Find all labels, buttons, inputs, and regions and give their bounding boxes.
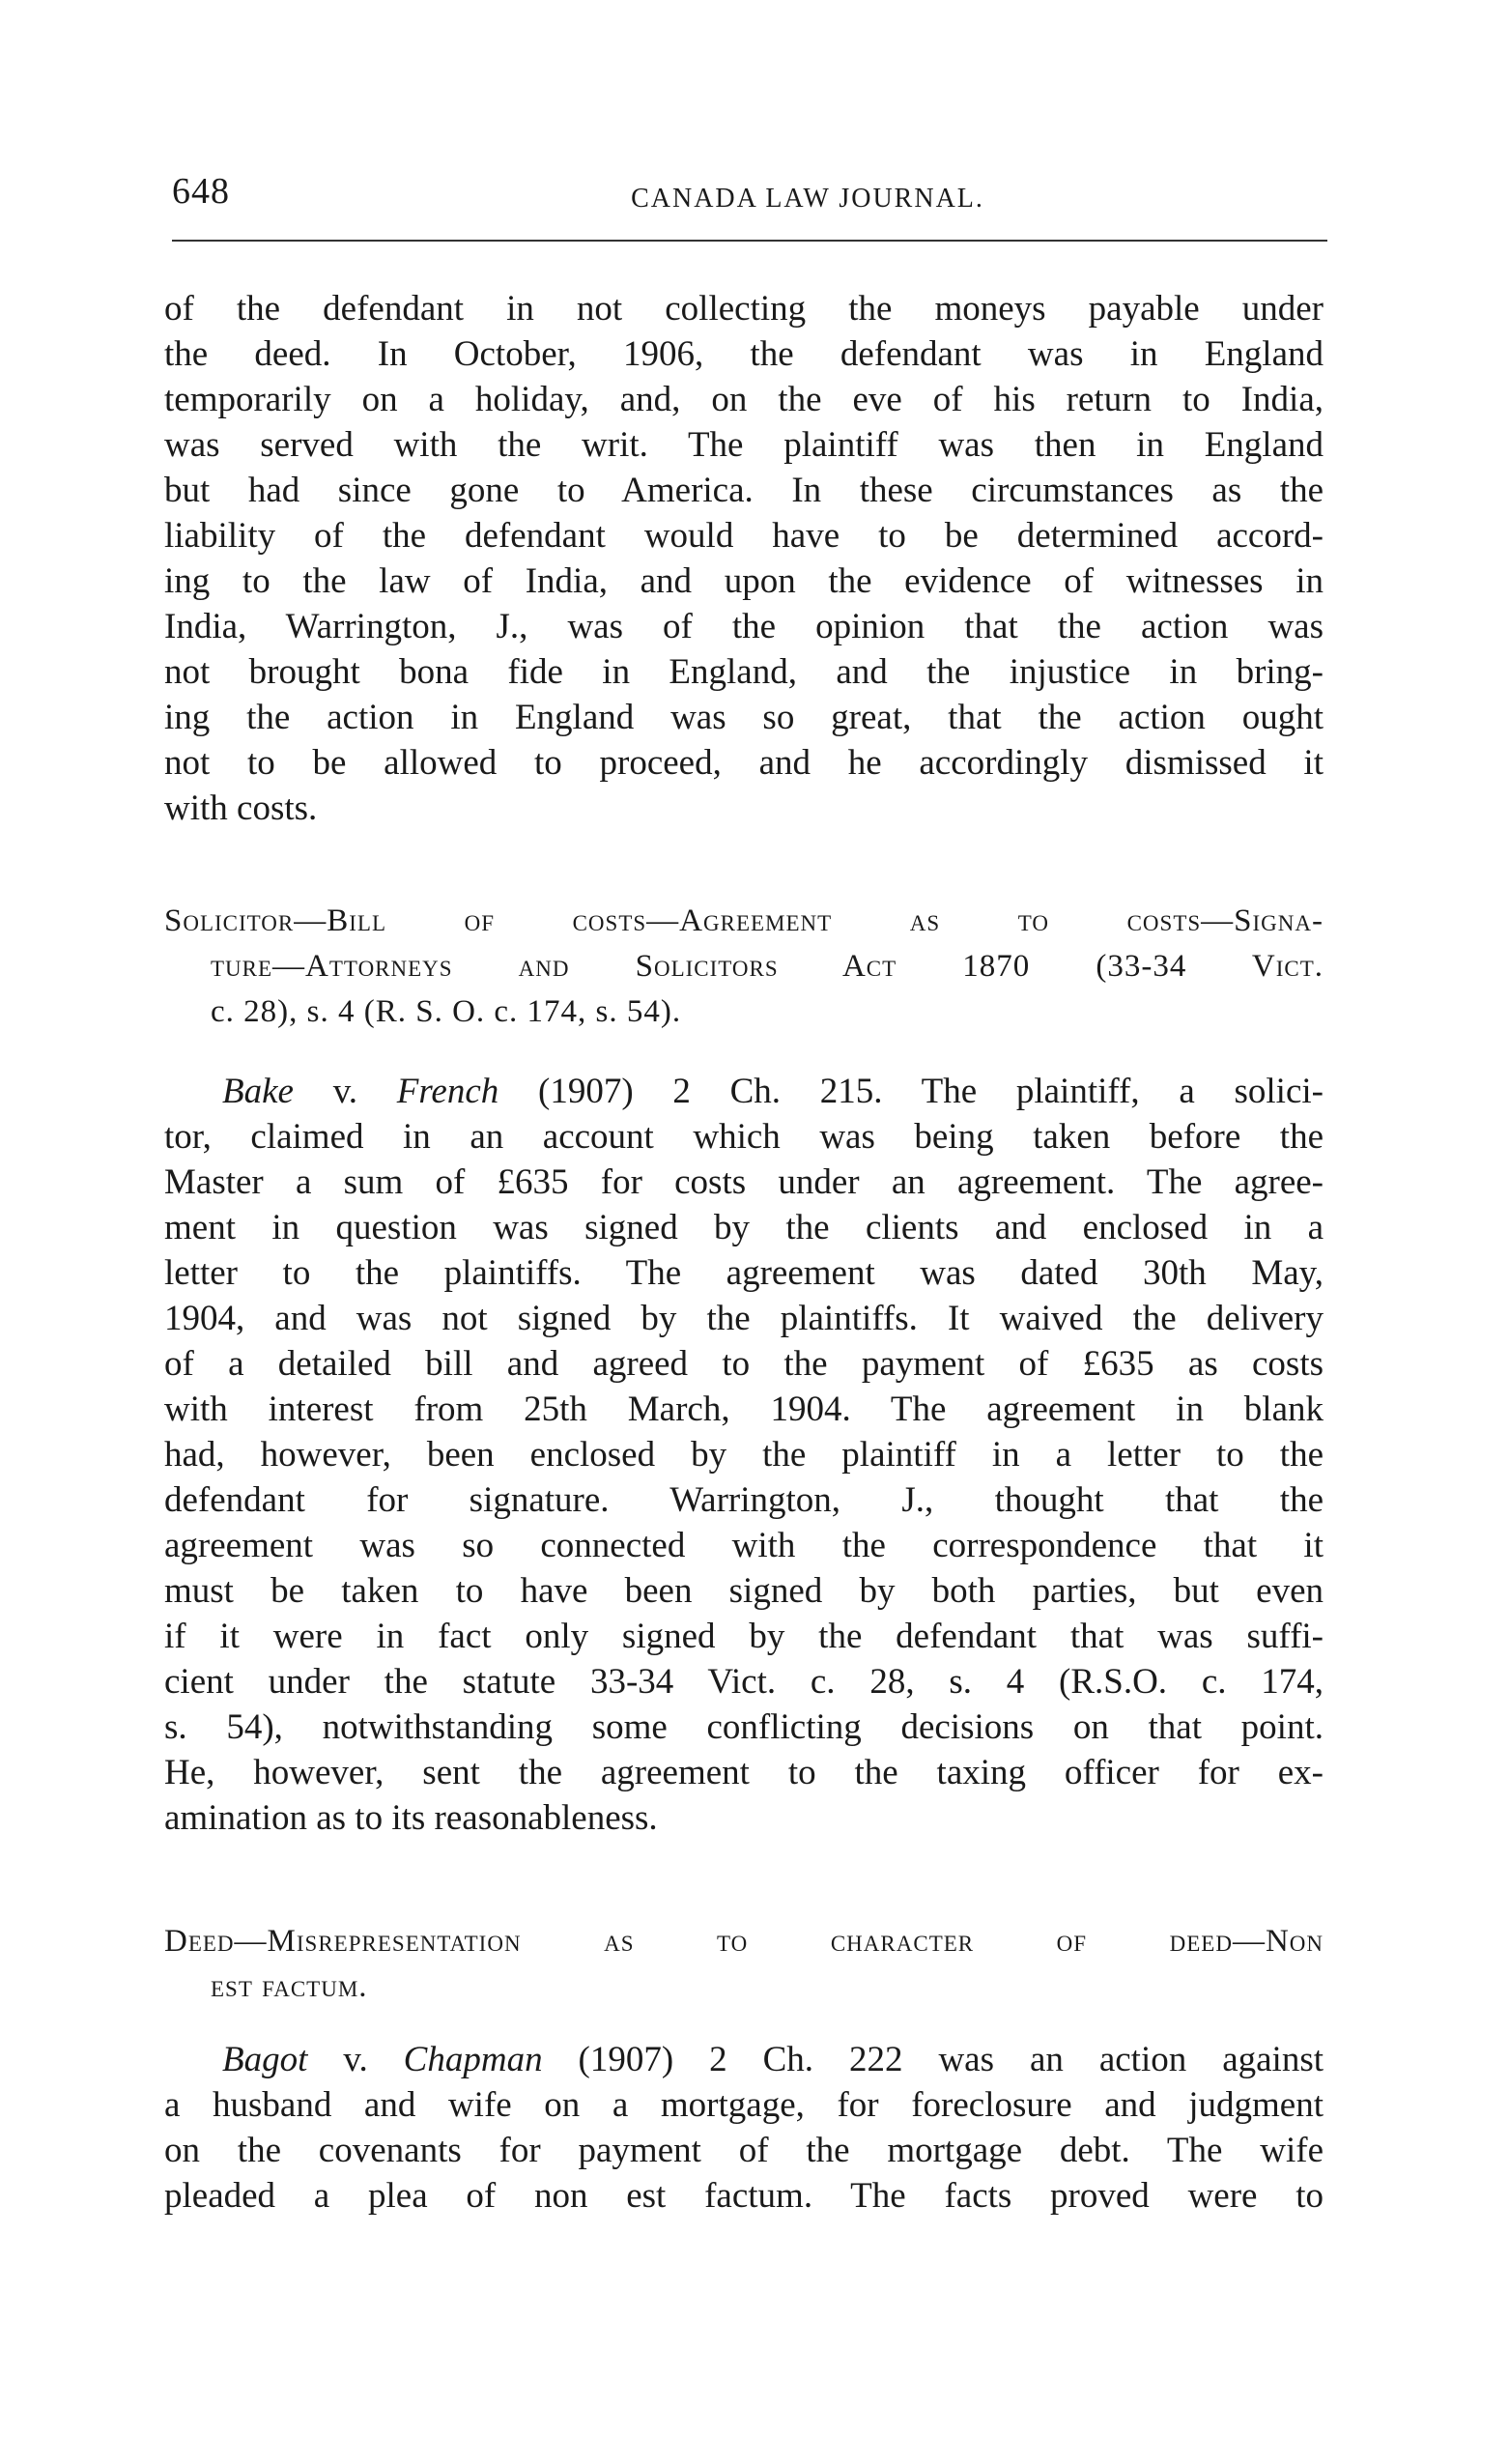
page-number: 648 — [172, 171, 230, 212]
paragraph-bake-v-french — [164, 1069, 1324, 1841]
case-name: Chapman — [403, 2040, 543, 2079]
text-line: of the defendant in not collecting the moneys payable under — [164, 289, 1324, 329]
heading-line: Solicitor—Bill of costs—Agreement as to costs—Signa- — [164, 903, 1324, 938]
section-heading-deed — [164, 1919, 1324, 2010]
text-line: was served with the writ. The plaintiff was then in England — [164, 425, 1324, 465]
section-heading-solicitor — [164, 899, 1324, 1035]
text-line: India, Warrington, J., was of the opinion that the action was — [164, 607, 1324, 646]
text-line: the deed. In October, 1906, the defendant was in England — [164, 334, 1324, 374]
case-citation: (1907) 2 Ch. 215. The plaintiff, a solici- — [498, 1072, 1324, 1111]
text-line: 1904, and was not signed by the plaintiffs. It waived the delivery — [164, 1299, 1324, 1338]
case-v: v. — [307, 2040, 404, 2079]
text-line: had, however, been enclosed by the plaintiff in a letter to the — [164, 1435, 1324, 1475]
text-line: ing the action in England was so great, that the action ought — [164, 698, 1324, 737]
text-line-first — [164, 1069, 1324, 1114]
text-line: agreement was so connected with the correspondence that it — [164, 1526, 1324, 1565]
text-line: s. 54), notwithstanding some conflicting decisions on that point. — [164, 1707, 1324, 1747]
text-line: but had since gone to America. In these circumstances as the — [164, 471, 1324, 510]
text-line: temporarily on a holiday, and, on the eve of his return to India, — [164, 380, 1324, 419]
text-line: liability of the defendant would have to be determined accord- — [164, 516, 1324, 556]
text-line: not brought bona fide in England, and the injustice in bring- — [164, 652, 1324, 692]
text-line: ment in question was signed by the clients and enclosed in a — [164, 1208, 1324, 1247]
paragraph-bagot-v-chapman — [164, 2037, 1324, 2219]
text-line: a husband and wife on a mortgage, for foreclosure and judgment — [164, 2085, 1324, 2125]
case-citation: (1907) 2 Ch. 222 was an action against — [542, 2040, 1324, 2079]
heading-line: c. 28), s. 4 (R. S. O. c. 174, s. 54). — [211, 994, 682, 1029]
text-line: if it were in fact only signed by the defendant that was suffi- — [164, 1617, 1324, 1656]
paragraph-continuation — [164, 286, 1324, 831]
case-name: Bagot — [222, 2040, 308, 2079]
heading-line: ture—Attorneys and Solicitors Act 1870 (33-34 Vict. — [211, 949, 1324, 984]
text-line: cient under the statute 33-34 Vict. c. 28, s. 4 (R.S.O. c. 174, — [164, 1662, 1324, 1702]
text-line: defendant for signature. Warrington, J., thought that the — [164, 1480, 1324, 1520]
running-head: CANADA LAW JOURNAL. — [631, 184, 984, 214]
text-line: with costs. — [164, 788, 318, 828]
text-line: He, however, sent the agreement to the taxing officer for ex- — [164, 1753, 1324, 1792]
header-rule — [172, 240, 1327, 242]
text-line-first — [164, 2037, 1324, 2082]
page-header — [172, 166, 1327, 224]
text-line: amination as to its reasonableness. — [164, 1798, 658, 1838]
text-line: must be taken to have been signed by both parties, but even — [164, 1571, 1324, 1611]
text-line: tor, claimed in an account which was being taken before the — [164, 1117, 1324, 1157]
heading-line: est factum. — [211, 1969, 368, 2004]
text-line: of a detailed bill and agreed to the payment of £635 as costs — [164, 1344, 1324, 1384]
case-v: v. — [293, 1072, 397, 1111]
text-line: with interest from 25th March, 1904. The agreement in blank — [164, 1390, 1324, 1429]
text-line: pleaded a plea of non est factum. The facts proved were to — [164, 2176, 1324, 2216]
text-line: not to be allowed to proceed, and he accordingly dismissed it — [164, 743, 1324, 783]
text-line: Master a sum of £635 for costs under an agreement. The agree- — [164, 1162, 1324, 1202]
text-line: letter to the plaintiffs. The agreement was dated 30th May, — [164, 1253, 1324, 1293]
text-line: on the covenants for payment of the mortgage debt. The wife — [164, 2131, 1324, 2170]
case-name: French — [396, 1072, 499, 1111]
text-line: ing to the law of India, and upon the evidence of witnesses in — [164, 561, 1324, 601]
heading-line: Deed—Misrepresentation as to character of deed—Non — [164, 1924, 1324, 1959]
case-name: Bake — [222, 1072, 294, 1111]
